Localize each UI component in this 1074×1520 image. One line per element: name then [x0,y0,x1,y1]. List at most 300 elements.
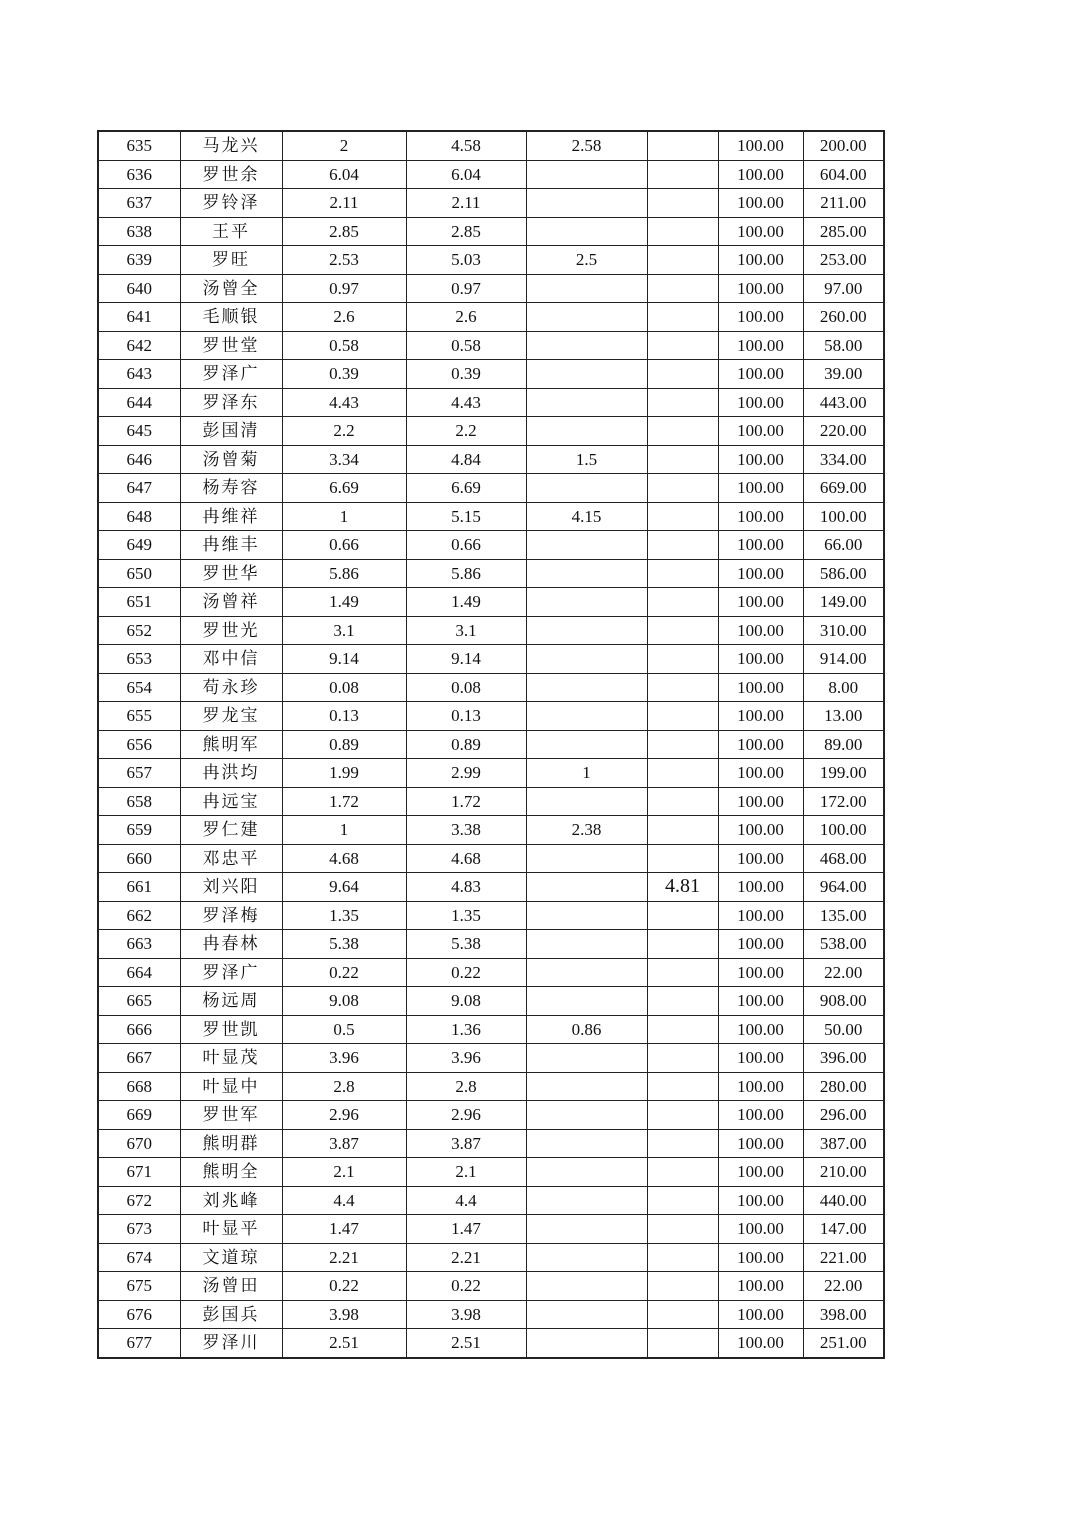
row-number-cell: 659 [98,816,180,845]
amount-cell: 200.00 [803,131,884,160]
col4-cell: 1.36 [406,1015,526,1044]
col5-cell [526,844,647,873]
col4-cell: 1.72 [406,787,526,816]
unit-price-cell: 100.00 [718,645,803,674]
col4-cell: 0.22 [406,958,526,987]
row-number-cell: 658 [98,787,180,816]
col5-cell [526,1186,647,1215]
col4-cell: 2.1 [406,1158,526,1187]
row-number-cell: 641 [98,303,180,332]
value-cell: 9.08 [282,987,406,1016]
unit-price-cell: 100.00 [718,1186,803,1215]
col4-cell: 4.58 [406,131,526,160]
col4-cell: 2.11 [406,189,526,218]
col5-cell [526,303,647,332]
table-row [98,388,884,417]
row-number-cell: 649 [98,531,180,560]
name-cell: 邓中信 [180,645,282,674]
amount-cell: 22.00 [803,958,884,987]
col5-cell: 2.58 [526,131,647,160]
table-row [98,1272,884,1301]
col4-cell: 0.66 [406,531,526,560]
amount-cell: 440.00 [803,1186,884,1215]
row-number-cell: 636 [98,160,180,189]
row-number-cell: 644 [98,388,180,417]
value-cell: 0.5 [282,1015,406,1044]
row-number-cell: 635 [98,131,180,160]
col6-cell [647,559,718,588]
row-number-cell: 655 [98,702,180,731]
col4-cell: 0.08 [406,673,526,702]
col4-cell: 2.21 [406,1243,526,1272]
name-cell: 罗龙宝 [180,702,282,731]
col5-cell [526,559,647,588]
name-cell: 罗铃泽 [180,189,282,218]
value-cell: 2.1 [282,1158,406,1187]
name-cell: 罗世凯 [180,1015,282,1044]
row-number-cell: 651 [98,588,180,617]
unit-price-cell: 100.00 [718,445,803,474]
name-cell: 汤曾全 [180,274,282,303]
value-cell: 3.34 [282,445,406,474]
amount-cell: 22.00 [803,1272,884,1301]
col5-cell [526,1101,647,1130]
col6-cell [647,645,718,674]
col5-cell [526,987,647,1016]
row-number-cell: 638 [98,217,180,246]
unit-price-cell: 100.00 [718,274,803,303]
amount-cell: 908.00 [803,987,884,1016]
name-cell: 邓忠平 [180,844,282,873]
value-cell: 2.51 [282,1329,406,1358]
amount-cell: 669.00 [803,474,884,503]
value-cell: 0.58 [282,331,406,360]
value-cell: 5.38 [282,930,406,959]
col6-cell [647,1186,718,1215]
row-number-cell: 652 [98,616,180,645]
data-table [97,130,885,1359]
col5-cell [526,702,647,731]
unit-price-cell: 100.00 [718,673,803,702]
col6-cell [647,531,718,560]
value-cell: 0.22 [282,958,406,987]
value-cell: 2 [282,131,406,160]
col4-cell: 2.85 [406,217,526,246]
unit-price-cell: 100.00 [718,730,803,759]
name-cell: 叶显中 [180,1072,282,1101]
name-cell: 熊明全 [180,1158,282,1187]
name-cell: 罗泽川 [180,1329,282,1358]
value-cell: 0.97 [282,274,406,303]
table-row [98,331,884,360]
col6-cell [647,1129,718,1158]
col5-cell [526,588,647,617]
value-cell: 3.1 [282,616,406,645]
col5-cell [526,1158,647,1187]
row-number-cell: 670 [98,1129,180,1158]
value-cell: 4.4 [282,1186,406,1215]
row-number-cell: 677 [98,1329,180,1358]
amount-cell: 135.00 [803,901,884,930]
col4-cell: 9.14 [406,645,526,674]
unit-price-cell: 100.00 [718,160,803,189]
col4-cell: 2.99 [406,759,526,788]
name-cell: 熊明群 [180,1129,282,1158]
value-cell: 5.86 [282,559,406,588]
amount-cell: 604.00 [803,160,884,189]
table-row [98,901,884,930]
unit-price-cell: 100.00 [718,759,803,788]
row-number-cell: 675 [98,1272,180,1301]
row-number-cell: 662 [98,901,180,930]
name-cell: 罗世华 [180,559,282,588]
name-cell: 叶显茂 [180,1044,282,1073]
row-number-cell: 654 [98,673,180,702]
value-cell: 3.87 [282,1129,406,1158]
name-cell: 杨远周 [180,987,282,1016]
col6-cell [647,987,718,1016]
table-row [98,787,884,816]
col5-cell [526,274,647,303]
table-row [98,160,884,189]
table-row [98,616,884,645]
name-cell: 毛顺银 [180,303,282,332]
row-number-cell: 666 [98,1015,180,1044]
name-cell: 汤曾祥 [180,588,282,617]
table-row [98,131,884,160]
value-cell: 9.14 [282,645,406,674]
row-number-cell: 640 [98,274,180,303]
name-cell: 冉远宝 [180,787,282,816]
col4-cell: 2.6 [406,303,526,332]
name-cell: 罗泽东 [180,388,282,417]
table-body [98,131,884,1358]
col5-cell: 1.5 [526,445,647,474]
table-row [98,759,884,788]
col4-cell: 0.22 [406,1272,526,1301]
amount-cell: 260.00 [803,303,884,332]
unit-price-cell: 100.00 [718,1300,803,1329]
col4-cell: 1.47 [406,1215,526,1244]
unit-price-cell: 100.00 [718,930,803,959]
col6-cell [647,844,718,873]
row-number-cell: 667 [98,1044,180,1073]
row-number-cell: 664 [98,958,180,987]
amount-cell: 220.00 [803,417,884,446]
row-number-cell: 643 [98,360,180,389]
unit-price-cell: 100.00 [718,559,803,588]
col4-cell: 3.96 [406,1044,526,1073]
unit-price-cell: 100.00 [718,1129,803,1158]
row-number-cell: 639 [98,246,180,275]
row-number-cell: 671 [98,1158,180,1187]
table-row [98,1072,884,1101]
col5-cell [526,958,647,987]
name-cell: 罗泽广 [180,958,282,987]
value-cell: 0.13 [282,702,406,731]
col6-cell [647,1243,718,1272]
unit-price-cell: 100.00 [718,1044,803,1073]
value-cell: 1 [282,502,406,531]
amount-cell: 914.00 [803,645,884,674]
col5-cell [526,1243,647,1272]
amount-cell: 39.00 [803,360,884,389]
col6-cell [647,1101,718,1130]
col5-cell [526,474,647,503]
unit-price-cell: 100.00 [718,360,803,389]
value-cell: 1.99 [282,759,406,788]
col5-cell [526,1329,647,1358]
row-number-cell: 656 [98,730,180,759]
col4-cell: 5.15 [406,502,526,531]
amount-cell: 100.00 [803,502,884,531]
col4-cell: 2.96 [406,1101,526,1130]
col4-cell: 9.08 [406,987,526,1016]
col5-cell [526,531,647,560]
name-cell: 叶显平 [180,1215,282,1244]
unit-price-cell: 100.00 [718,816,803,845]
col4-cell: 0.13 [406,702,526,731]
unit-price-cell: 100.00 [718,1101,803,1130]
unit-price-cell: 100.00 [718,1243,803,1272]
table-row [98,1215,884,1244]
amount-cell: 210.00 [803,1158,884,1187]
unit-price-cell: 100.00 [718,1015,803,1044]
value-cell: 1.49 [282,588,406,617]
col6-cell [647,474,718,503]
col4-cell: 4.68 [406,844,526,873]
name-cell: 罗世光 [180,616,282,645]
col6-cell [647,160,718,189]
amount-cell: 100.00 [803,816,884,845]
col4-cell: 0.58 [406,331,526,360]
amount-cell: 97.00 [803,274,884,303]
table-row [98,1300,884,1329]
col6-cell [647,901,718,930]
unit-price-cell: 100.00 [718,331,803,360]
value-cell: 0.89 [282,730,406,759]
amount-cell: 586.00 [803,559,884,588]
value-cell: 4.43 [282,388,406,417]
value-cell: 2.6 [282,303,406,332]
row-number-cell: 653 [98,645,180,674]
unit-price-cell: 100.00 [718,987,803,1016]
value-cell: 0.39 [282,360,406,389]
table-row [98,417,884,446]
amount-cell: 398.00 [803,1300,884,1329]
value-cell: 3.96 [282,1044,406,1073]
row-number-cell: 668 [98,1072,180,1101]
col5-cell: 1 [526,759,647,788]
value-cell: 2.85 [282,217,406,246]
col6-cell [647,1072,718,1101]
col5-cell [526,417,647,446]
table-row [98,303,884,332]
col5-cell: 2.5 [526,246,647,275]
col6-cell [647,274,718,303]
name-cell: 苟永珍 [180,673,282,702]
table-row [98,531,884,560]
amount-cell: 172.00 [803,787,884,816]
col4-cell: 6.04 [406,160,526,189]
name-cell: 罗泽梅 [180,901,282,930]
amount-cell: 199.00 [803,759,884,788]
col6-cell [647,131,718,160]
row-number-cell: 660 [98,844,180,873]
table-row [98,1044,884,1073]
name-cell: 汤曾田 [180,1272,282,1301]
amount-cell: 538.00 [803,930,884,959]
col4-cell: 3.38 [406,816,526,845]
row-number-cell: 650 [98,559,180,588]
name-cell: 汤曾菊 [180,445,282,474]
table-row [98,246,884,275]
col4-cell: 2.8 [406,1072,526,1101]
amount-cell: 280.00 [803,1072,884,1101]
col4-cell: 2.51 [406,1329,526,1358]
value-cell: 6.69 [282,474,406,503]
value-cell: 1.47 [282,1215,406,1244]
table-row [98,1101,884,1130]
row-number-cell: 642 [98,331,180,360]
col4-cell: 2.2 [406,417,526,446]
col4-cell: 1.35 [406,901,526,930]
col4-cell: 4.83 [406,873,526,902]
table-row [98,730,884,759]
col6-cell [647,1044,718,1073]
amount-cell: 251.00 [803,1329,884,1358]
col5-cell [526,1300,647,1329]
unit-price-cell: 100.00 [718,1215,803,1244]
col6-cell [647,759,718,788]
amount-cell: 443.00 [803,388,884,417]
col4-cell: 1.49 [406,588,526,617]
unit-price-cell: 100.00 [718,901,803,930]
unit-price-cell: 100.00 [718,1158,803,1187]
col5-cell [526,1272,647,1301]
col5-cell [526,673,647,702]
unit-price-cell: 100.00 [718,474,803,503]
col4-cell: 3.87 [406,1129,526,1158]
col6-cell [647,787,718,816]
name-cell: 王平 [180,217,282,246]
amount-cell: 13.00 [803,702,884,731]
col4-cell: 0.39 [406,360,526,389]
table-row [98,502,884,531]
col6-cell: 4.81 [647,873,718,902]
col6-cell [647,1300,718,1329]
col6-cell [647,702,718,731]
value-cell: 1.35 [282,901,406,930]
value-cell: 2.96 [282,1101,406,1130]
table-row [98,559,884,588]
unit-price-cell: 100.00 [718,246,803,275]
name-cell: 罗旺 [180,246,282,275]
name-cell: 罗世余 [180,160,282,189]
row-number-cell: 647 [98,474,180,503]
amount-cell: 147.00 [803,1215,884,1244]
col6-cell [647,958,718,987]
col6-cell [647,388,718,417]
col6-cell [647,502,718,531]
unit-price-cell: 100.00 [718,189,803,218]
unit-price-cell: 100.00 [718,873,803,902]
unit-price-cell: 100.00 [718,131,803,160]
table-row [98,816,884,845]
amount-cell: 50.00 [803,1015,884,1044]
row-number-cell: 672 [98,1186,180,1215]
unit-price-cell: 100.00 [718,958,803,987]
col5-cell [526,787,647,816]
name-cell: 熊明军 [180,730,282,759]
row-number-cell: 661 [98,873,180,902]
row-number-cell: 673 [98,1215,180,1244]
table-row [98,189,884,218]
amount-cell: 964.00 [803,873,884,902]
col6-cell [647,930,718,959]
amount-cell: 89.00 [803,730,884,759]
col6-cell [647,816,718,845]
col5-cell [526,360,647,389]
amount-cell: 8.00 [803,673,884,702]
row-number-cell: 674 [98,1243,180,1272]
name-cell: 彭国清 [180,417,282,446]
col6-cell [647,417,718,446]
unit-price-cell: 100.00 [718,531,803,560]
table-row [98,274,884,303]
col5-cell [526,873,647,902]
col5-cell [526,1215,647,1244]
table-row [98,1186,884,1215]
unit-price-cell: 100.00 [718,502,803,531]
value-cell: 2.11 [282,189,406,218]
name-cell: 刘兴阳 [180,873,282,902]
value-cell: 2.21 [282,1243,406,1272]
col5-cell [526,645,647,674]
unit-price-cell: 100.00 [718,1329,803,1358]
amount-cell: 253.00 [803,246,884,275]
name-cell: 刘兆峰 [180,1186,282,1215]
value-cell: 1.72 [282,787,406,816]
table-row [98,474,884,503]
col6-cell [647,1015,718,1044]
row-number-cell: 676 [98,1300,180,1329]
unit-price-cell: 100.00 [718,588,803,617]
col6-cell [647,246,718,275]
col4-cell: 4.43 [406,388,526,417]
col5-cell [526,730,647,759]
col6-cell [647,445,718,474]
col4-cell: 4.84 [406,445,526,474]
col4-cell: 5.03 [406,246,526,275]
col5-cell [526,1129,647,1158]
col4-cell: 6.69 [406,474,526,503]
table-row [98,930,884,959]
amount-cell: 149.00 [803,588,884,617]
amount-cell: 296.00 [803,1101,884,1130]
table-row [98,844,884,873]
row-number-cell: 648 [98,502,180,531]
name-cell: 杨寿容 [180,474,282,503]
table-row [98,217,884,246]
name-cell: 罗仁建 [180,816,282,845]
value-cell: 2.8 [282,1072,406,1101]
col5-cell [526,901,647,930]
table-row [98,1329,884,1358]
value-cell: 6.04 [282,160,406,189]
col6-cell [647,1158,718,1187]
amount-cell: 396.00 [803,1044,884,1073]
